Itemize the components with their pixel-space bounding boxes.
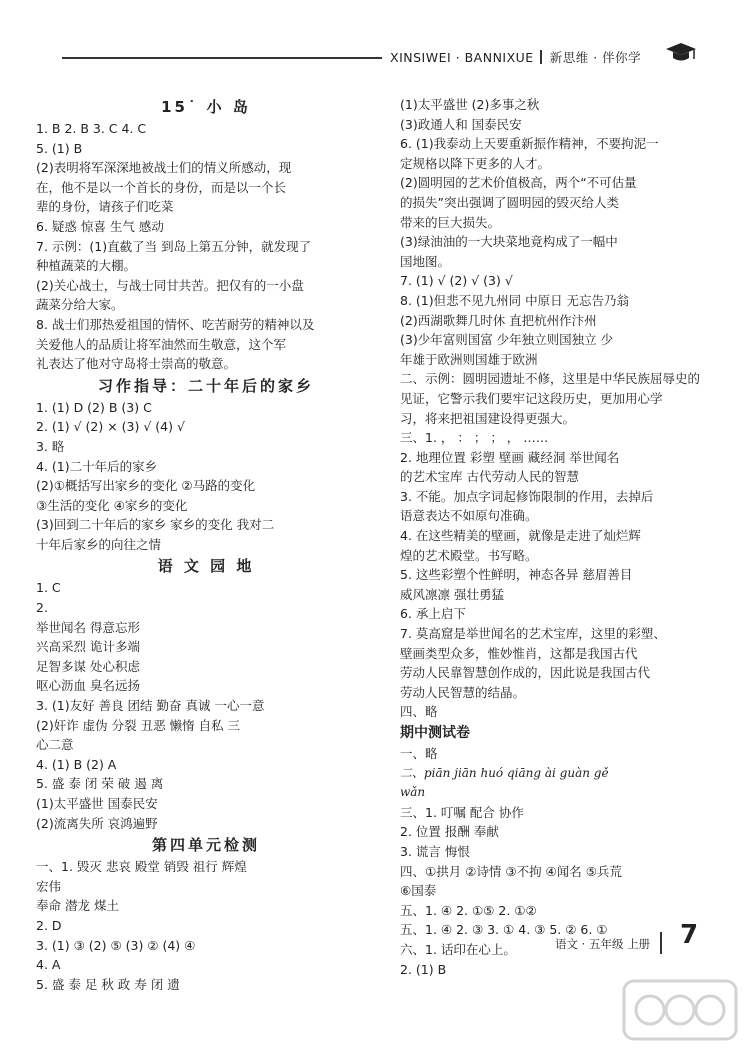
- answer-line: (3)绿油油的一大块菜地竟构成了一幅中: [400, 234, 618, 250]
- answer-line: 十年后家乡的向往之情: [36, 536, 162, 552]
- answer-line: 3. 谎言 悔恨: [400, 843, 470, 859]
- answer-line: 2. (1) B: [400, 961, 447, 977]
- answer-line: 五、1. ④ 2. ③ 3. ① 4. ③ 5. ② 6. ①: [400, 922, 608, 938]
- answer-line: (3)少年富则国富 少年独立则国独立 少: [400, 332, 614, 348]
- answer-line: 二、piān jiān huó qiāng ài guàn gě: [400, 765, 609, 780]
- answer-line: 威风凛凛 强壮勇猛: [400, 586, 504, 602]
- answer-line: 劳动人民智慧的结晶。: [400, 684, 526, 700]
- answer-line: 蔬菜分给大家。: [36, 297, 124, 313]
- answer-line: 关爱他人的品质让将军油然而生敬意，这个军: [36, 336, 287, 352]
- answer-line: 二、示例：圆明园遗址不修，这里是中华民族屈辱史的: [400, 371, 701, 387]
- answer-line: 1. C: [36, 580, 61, 596]
- answer-line: 礼表达了他对守岛将士崇高的敬意。: [36, 356, 237, 372]
- section-title: 期中测试卷: [400, 725, 470, 741]
- answer-line: 兴高采烈 诡计多端: [36, 639, 140, 655]
- answer-line: 四、①拱月 ②诗情 ③不拘 ④闻名 ⑤兵荒: [400, 863, 622, 879]
- answer-line: 7. 示例：(1)直截了当 到岛上第五分钟，就发现了: [36, 238, 312, 254]
- footer-book: 语文 · 五年级 上册: [555, 937, 651, 951]
- answer-line: (3)回到二十年后的家乡 家乡的变化 我对二: [36, 517, 275, 533]
- answer-line: (2)西湖歌舞几时休 直把杭州作汴州: [400, 312, 597, 328]
- watermark-logo: [620, 975, 740, 1045]
- answer-line: 一、1. 毁灭 悲哀 殿堂 销毁 祖行 辉煌: [36, 859, 247, 875]
- answer-line: 奉命 潜龙 煤土: [36, 898, 119, 914]
- answer-line: 四、略: [400, 704, 438, 720]
- header-divider: [540, 50, 542, 64]
- answer-line: 一、略: [400, 746, 438, 761]
- answer-line: 国地图。: [400, 253, 451, 269]
- answer-line: (2)表明将军深深地被战士们的情义所感动，现: [36, 160, 292, 176]
- answer-line: 6. 承上启下: [400, 606, 466, 622]
- brand-en: XINSIWEI · BANNIXUE: [390, 50, 534, 65]
- answer-line: ⑥国泰: [400, 883, 437, 899]
- answer-line: 5. 这些彩塑个性鲜明，神态各异 慈眉善目: [400, 567, 633, 583]
- answer-line: 6. 疑惑 惊喜 生气 感动: [36, 218, 164, 234]
- answer-line: 种植蔬菜的大棚。: [36, 258, 137, 274]
- left-column: [36, 95, 376, 994]
- answer-line: 劳动人民靠智慧创作成的，因此说是我国古代: [400, 665, 651, 681]
- section-title: 语 文 园 地: [157, 557, 255, 576]
- answer-line: 2. 地理位置 彩塑 壁画 藏经洞 举世闻名: [400, 449, 620, 465]
- answer-line: 8. 战士们那热爱祖国的情怀、吃苦耐劳的精神以及: [36, 316, 315, 332]
- answer-line: (2)①概括写出家乡的变化 ②马路的变化: [36, 478, 256, 494]
- answer-line: 五、1. ④ 2. ①⑤ 2. ①②: [400, 902, 537, 918]
- section-title: 习作指导：二十年后的家乡: [97, 376, 314, 395]
- answer-line: 带来的巨大损失。: [400, 214, 501, 230]
- answer-line: (2)奸诈 虚伪 分裂 丑恶 懒惰 自私 三: [36, 717, 241, 733]
- answer-line: 煌的艺术殿堂。书写略。: [400, 547, 538, 563]
- answer-line: (2)关心战士，与战士同甘共苦。把仅有的一小盘: [36, 277, 304, 293]
- answer-line: 呕心沥血 臭名远扬: [36, 678, 140, 694]
- answer-line: (2)圆明园的艺术价值极高，两个“不可估量: [400, 175, 637, 191]
- answer-line: 习，将来把祖国建设得更强大。: [400, 410, 576, 426]
- answer-line: 2.: [36, 600, 48, 616]
- answer-line: 1. (1) D (2) B (3) C: [36, 399, 152, 415]
- answer-line: 语意表达不如原句准确。: [400, 508, 538, 524]
- brand-cn: 新思维 · 伴你学: [549, 50, 642, 65]
- answer-line: (1)太平盛世 国泰民安: [36, 796, 158, 811]
- answer-line: 辈的身份，请孩子们吃菜: [36, 199, 174, 215]
- answer-line: 的艺术宝库 古代劳动人民的智慧: [400, 469, 579, 485]
- answer-line: 3. 不能。加点字词起修饰限制的作用，去掉后: [400, 488, 654, 504]
- header-brand: [390, 48, 641, 66]
- answer-line: (1)太平盛世 (2)多事之秋: [400, 97, 540, 112]
- lesson-title: 15˙ 小 岛: [161, 98, 251, 116]
- answer-line: 举世闻名 得意忘形: [36, 619, 140, 635]
- answer-line: 3. 略: [36, 438, 65, 454]
- answer-line: 1. B 2. B 3. C 4. C: [36, 121, 147, 136]
- answer-line: 4. 在这些精美的壁画，就像是走进了灿烂辉: [400, 528, 641, 544]
- answer-line: 4. A: [36, 957, 61, 973]
- answer-line: 6. (1)我泰动上天要重新振作精神，不要拘泥一: [400, 136, 659, 152]
- answer-line: 5. (1) B: [36, 140, 83, 156]
- answer-line: 7. (1) √ (2) √ (3) √: [400, 273, 513, 289]
- answer-line: (3)政通人和 国泰民安: [400, 116, 522, 132]
- answer-line: 的损失”突出强调了圆明园的毁灭给人类: [400, 194, 619, 210]
- answer-line: 2. D: [36, 917, 62, 933]
- right-column: [400, 95, 720, 979]
- answer-line: 7. 莫高窟是举世闻名的艺术宝库，这里的彩塑、: [400, 626, 666, 642]
- answer-line: 5. 盛 泰 闭 荣 破 遏 离: [36, 776, 164, 792]
- answer-line: 4. (1)二十年后的家乡: [36, 458, 158, 474]
- answer-line: 六、1. 话印在心上。: [400, 941, 516, 957]
- answer-line: ③生活的变化 ④家乡的变化: [36, 497, 188, 513]
- answer-line: 2. (1) √ (2) × (3) √ (4) √: [36, 419, 185, 435]
- answer-line: 三、1. ， ： ； ； ， ……: [400, 430, 549, 446]
- footer: [555, 932, 672, 954]
- answer-line: 壁画类型众多，惟妙惟肖，这都是我国古代: [400, 645, 638, 661]
- answer-line: wǎn: [400, 785, 426, 800]
- answer-line: 年雄于欧洲则国雄于欧洲: [400, 351, 538, 367]
- answer-line: 4. (1) B (2) A: [36, 756, 117, 772]
- answer-line: 3. (1)友好 善良 团结 勤奋 真诚 一心一意: [36, 698, 265, 714]
- answer-line: 3. (1) ③ (2) ⑤ (3) ② (4) ④: [36, 937, 196, 953]
- answer-line: 足智多谋 处心积虑: [36, 658, 140, 674]
- answer-line: (2)流离失所 哀鸿遍野: [36, 815, 158, 831]
- footer-divider: [660, 932, 662, 954]
- answer-line: 8. (1)但悲不见九州同 中原日 无忘告乃翁: [400, 292, 630, 308]
- section-title: 第四单元检测: [151, 836, 260, 855]
- answer-line: 2. 位置 报酬 奉献: [400, 824, 499, 840]
- answer-line: 5. 盛 泰 足 秋 政 寿 闭 遗: [36, 976, 180, 992]
- answer-line: 三、1. 叮嘱 配合 协作: [400, 804, 524, 820]
- answer-line: 心二意: [36, 737, 74, 753]
- answer-line: 在，他不是以一个首长的身份，而是以一个长: [36, 179, 287, 195]
- answer-line: 宏伟: [36, 878, 62, 894]
- header-rule: [62, 57, 382, 59]
- graduation-cap-icon: [664, 40, 698, 66]
- page-number: 7: [680, 920, 699, 950]
- answer-line: 定规格以降下更多的人才。: [400, 155, 551, 171]
- answer-line: 见证，它警示我们要牢记这段历史，更加用心学: [400, 390, 663, 406]
